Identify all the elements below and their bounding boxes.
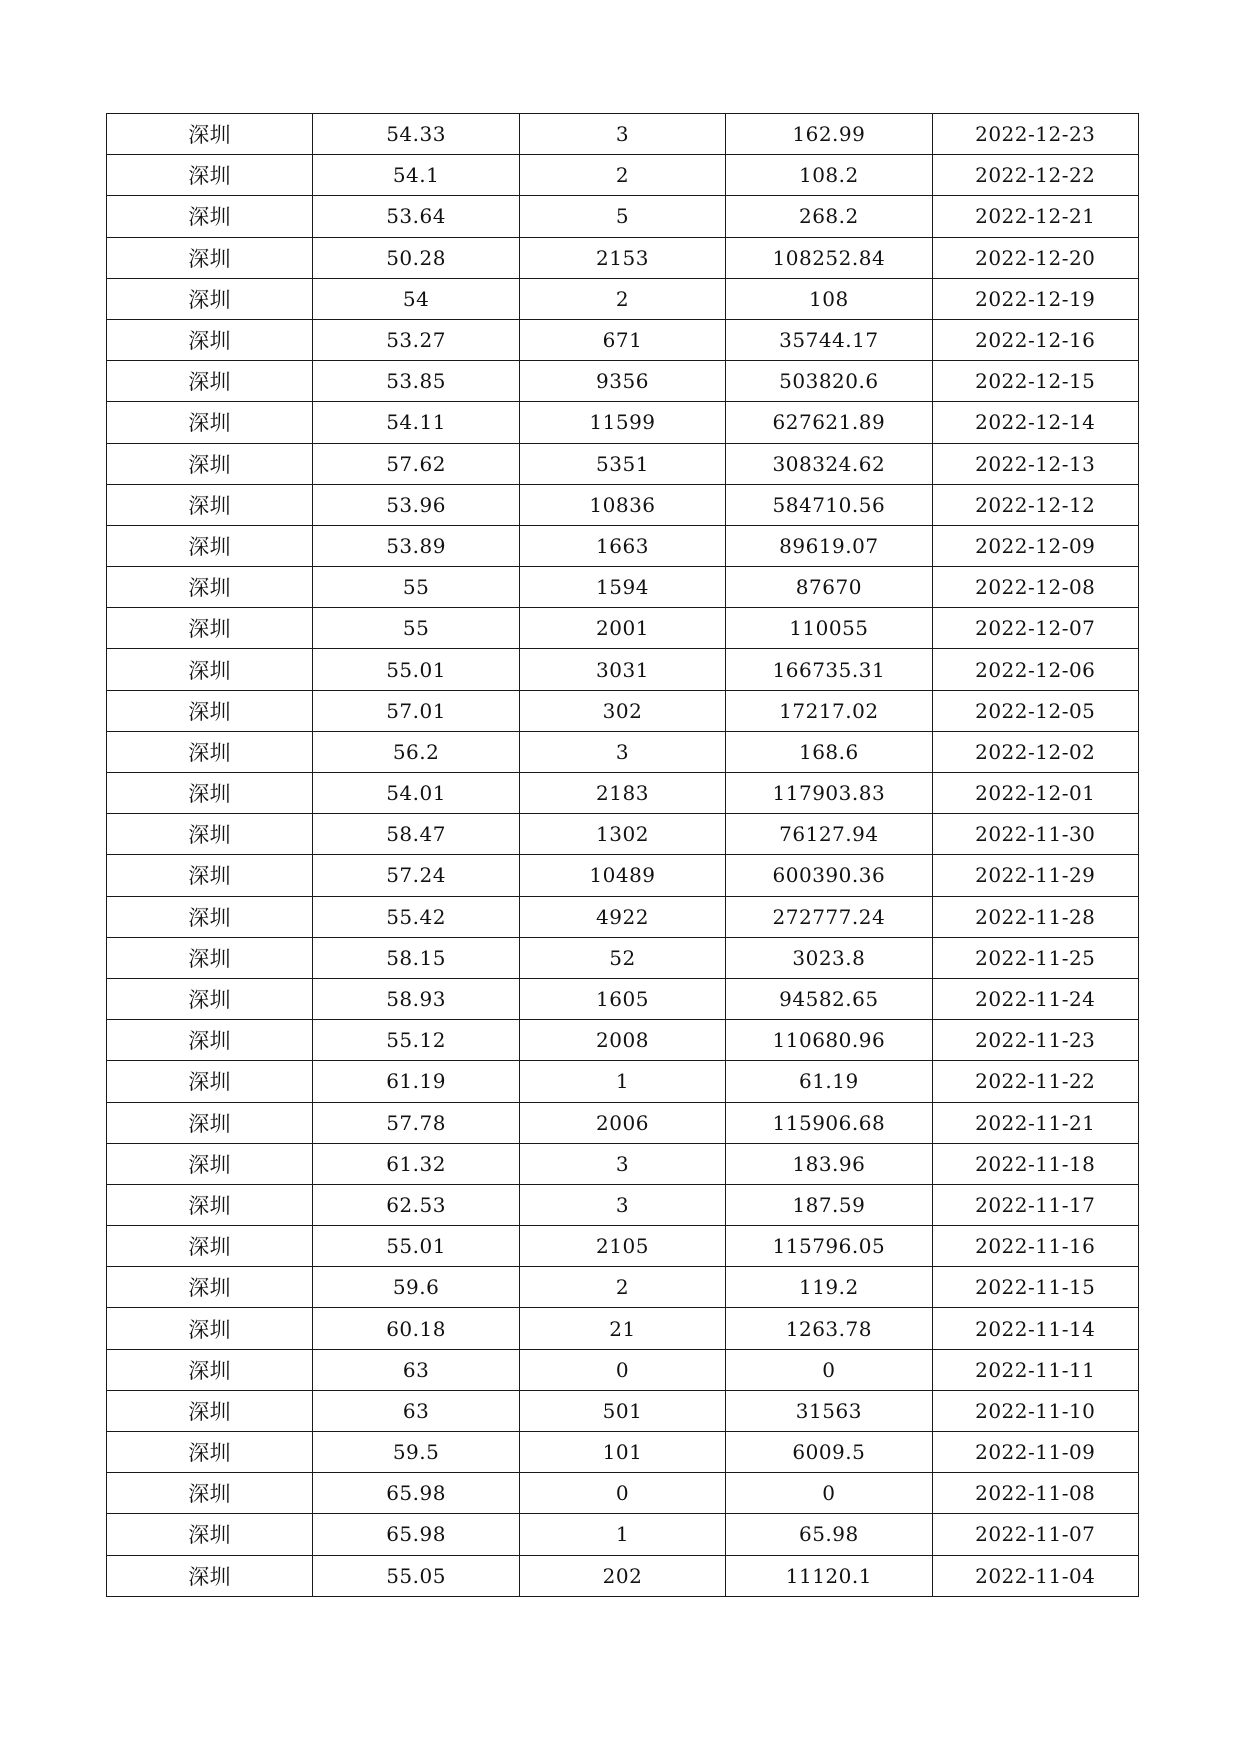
date-cell: 2022-11-29 xyxy=(932,855,1138,896)
amount-cell: 0 xyxy=(726,1349,932,1390)
volume-cell: 2008 xyxy=(519,1020,725,1061)
table-row xyxy=(107,155,1139,196)
city-cell: 深圳 xyxy=(107,1349,313,1390)
price-cell: 54.01 xyxy=(313,773,519,814)
volume-cell: 101 xyxy=(519,1432,725,1473)
date-cell: 2022-12-16 xyxy=(932,319,1138,360)
amount-cell: 108.2 xyxy=(726,155,932,196)
city-cell: 深圳 xyxy=(107,1308,313,1349)
price-cell: 61.19 xyxy=(313,1061,519,1102)
amount-cell: 35744.17 xyxy=(726,319,932,360)
amount-cell: 94582.65 xyxy=(726,978,932,1019)
date-cell: 2022-12-22 xyxy=(932,155,1138,196)
city-cell: 深圳 xyxy=(107,937,313,978)
date-cell: 2022-12-13 xyxy=(932,443,1138,484)
table-row xyxy=(107,814,1139,855)
date-cell: 2022-11-17 xyxy=(932,1184,1138,1225)
volume-cell: 10836 xyxy=(519,484,725,525)
amount-cell: 627621.89 xyxy=(726,402,932,443)
table-row xyxy=(107,1102,1139,1143)
amount-cell: 119.2 xyxy=(726,1267,932,1308)
volume-cell: 2006 xyxy=(519,1102,725,1143)
amount-cell: 272777.24 xyxy=(726,896,932,937)
volume-cell: 1302 xyxy=(519,814,725,855)
city-cell: 深圳 xyxy=(107,319,313,360)
city-cell: 深圳 xyxy=(107,402,313,443)
city-cell: 深圳 xyxy=(107,484,313,525)
city-cell: 深圳 xyxy=(107,1184,313,1225)
city-cell: 深圳 xyxy=(107,1514,313,1555)
price-cell: 60.18 xyxy=(313,1308,519,1349)
date-cell: 2022-12-07 xyxy=(932,608,1138,649)
date-cell: 2022-12-02 xyxy=(932,731,1138,772)
volume-cell: 501 xyxy=(519,1390,725,1431)
date-cell: 2022-11-16 xyxy=(932,1226,1138,1267)
amount-cell: 76127.94 xyxy=(726,814,932,855)
date-cell: 2022-12-21 xyxy=(932,196,1138,237)
volume-cell: 9356 xyxy=(519,361,725,402)
table-row xyxy=(107,1267,1139,1308)
date-cell: 2022-11-21 xyxy=(932,1102,1138,1143)
price-cell: 61.32 xyxy=(313,1143,519,1184)
volume-cell: 3031 xyxy=(519,649,725,690)
date-cell: 2022-12-09 xyxy=(932,525,1138,566)
city-cell: 深圳 xyxy=(107,155,313,196)
table-row xyxy=(107,649,1139,690)
volume-cell: 3 xyxy=(519,1184,725,1225)
price-cell: 57.78 xyxy=(313,1102,519,1143)
city-cell: 深圳 xyxy=(107,237,313,278)
table-row xyxy=(107,402,1139,443)
volume-cell: 10489 xyxy=(519,855,725,896)
volume-cell: 2183 xyxy=(519,773,725,814)
price-cell: 50.28 xyxy=(313,237,519,278)
price-cell: 65.98 xyxy=(313,1473,519,1514)
amount-cell: 0 xyxy=(726,1473,932,1514)
amount-cell: 308324.62 xyxy=(726,443,932,484)
date-cell: 2022-11-22 xyxy=(932,1061,1138,1102)
amount-cell: 11120.1 xyxy=(726,1555,932,1596)
price-cell: 57.01 xyxy=(313,690,519,731)
amount-cell: 168.6 xyxy=(726,731,932,772)
amount-cell: 115906.68 xyxy=(726,1102,932,1143)
table-row xyxy=(107,731,1139,772)
volume-cell: 1 xyxy=(519,1061,725,1102)
amount-cell: 3023.8 xyxy=(726,937,932,978)
table-row xyxy=(107,773,1139,814)
table-row xyxy=(107,278,1139,319)
table-row xyxy=(107,361,1139,402)
table-row xyxy=(107,1390,1139,1431)
volume-cell: 2 xyxy=(519,278,725,319)
table-body xyxy=(107,114,1139,1597)
city-cell: 深圳 xyxy=(107,196,313,237)
date-cell: 2022-12-19 xyxy=(932,278,1138,319)
volume-cell: 3 xyxy=(519,731,725,772)
volume-cell: 0 xyxy=(519,1473,725,1514)
city-cell: 深圳 xyxy=(107,1473,313,1514)
city-cell: 深圳 xyxy=(107,1555,313,1596)
city-cell: 深圳 xyxy=(107,1061,313,1102)
date-cell: 2022-12-05 xyxy=(932,690,1138,731)
date-cell: 2022-12-12 xyxy=(932,484,1138,525)
table-row xyxy=(107,1514,1139,1555)
city-cell: 深圳 xyxy=(107,361,313,402)
table-row xyxy=(107,443,1139,484)
price-cell: 58.47 xyxy=(313,814,519,855)
city-cell: 深圳 xyxy=(107,690,313,731)
table-row xyxy=(107,237,1139,278)
volume-cell: 1605 xyxy=(519,978,725,1019)
amount-cell: 17217.02 xyxy=(726,690,932,731)
date-cell: 2022-11-10 xyxy=(932,1390,1138,1431)
city-cell: 深圳 xyxy=(107,443,313,484)
volume-cell: 5 xyxy=(519,196,725,237)
price-cell: 59.5 xyxy=(313,1432,519,1473)
price-cell: 55.01 xyxy=(313,1226,519,1267)
price-cell: 62.53 xyxy=(313,1184,519,1225)
table-row xyxy=(107,196,1139,237)
city-cell: 深圳 xyxy=(107,855,313,896)
volume-cell: 5351 xyxy=(519,443,725,484)
volume-cell: 52 xyxy=(519,937,725,978)
price-cell: 58.15 xyxy=(313,937,519,978)
volume-cell: 3 xyxy=(519,1143,725,1184)
volume-cell: 2001 xyxy=(519,608,725,649)
table-row xyxy=(107,1020,1139,1061)
amount-cell: 117903.83 xyxy=(726,773,932,814)
volume-cell: 11599 xyxy=(519,402,725,443)
amount-cell: 110055 xyxy=(726,608,932,649)
price-cell: 55.12 xyxy=(313,1020,519,1061)
table-row xyxy=(107,978,1139,1019)
price-cell: 54 xyxy=(313,278,519,319)
amount-cell: 108 xyxy=(726,278,932,319)
table-row xyxy=(107,114,1139,155)
table-row xyxy=(107,319,1139,360)
date-cell: 2022-11-23 xyxy=(932,1020,1138,1061)
amount-cell: 31563 xyxy=(726,1390,932,1431)
date-cell: 2022-11-07 xyxy=(932,1514,1138,1555)
date-cell: 2022-11-08 xyxy=(932,1473,1138,1514)
price-cell: 53.85 xyxy=(313,361,519,402)
date-cell: 2022-12-14 xyxy=(932,402,1138,443)
table-row xyxy=(107,855,1139,896)
amount-cell: 65.98 xyxy=(726,1514,932,1555)
city-cell: 深圳 xyxy=(107,1267,313,1308)
volume-cell: 2153 xyxy=(519,237,725,278)
date-cell: 2022-11-18 xyxy=(932,1143,1138,1184)
table-row xyxy=(107,937,1139,978)
date-cell: 2022-12-15 xyxy=(932,361,1138,402)
trading-data-table xyxy=(106,113,1139,1597)
table-row xyxy=(107,1432,1139,1473)
date-cell: 2022-11-09 xyxy=(932,1432,1138,1473)
volume-cell: 202 xyxy=(519,1555,725,1596)
amount-cell: 268.2 xyxy=(726,196,932,237)
table-row xyxy=(107,1349,1139,1390)
amount-cell: 584710.56 xyxy=(726,484,932,525)
city-cell: 深圳 xyxy=(107,896,313,937)
amount-cell: 89619.07 xyxy=(726,525,932,566)
date-cell: 2022-12-23 xyxy=(932,114,1138,155)
volume-cell: 671 xyxy=(519,319,725,360)
amount-cell: 6009.5 xyxy=(726,1432,932,1473)
city-cell: 深圳 xyxy=(107,608,313,649)
city-cell: 深圳 xyxy=(107,1102,313,1143)
amount-cell: 115796.05 xyxy=(726,1226,932,1267)
table-row xyxy=(107,608,1139,649)
date-cell: 2022-12-06 xyxy=(932,649,1138,690)
city-cell: 深圳 xyxy=(107,814,313,855)
table-row xyxy=(107,896,1139,937)
city-cell: 深圳 xyxy=(107,649,313,690)
price-cell: 53.27 xyxy=(313,319,519,360)
date-cell: 2022-11-25 xyxy=(932,937,1138,978)
city-cell: 深圳 xyxy=(107,1390,313,1431)
amount-cell: 162.99 xyxy=(726,114,932,155)
volume-cell: 2 xyxy=(519,1267,725,1308)
date-cell: 2022-11-11 xyxy=(932,1349,1138,1390)
price-cell: 55.05 xyxy=(313,1555,519,1596)
amount-cell: 110680.96 xyxy=(726,1020,932,1061)
price-cell: 59.6 xyxy=(313,1267,519,1308)
table-row xyxy=(107,1555,1139,1596)
city-cell: 深圳 xyxy=(107,1143,313,1184)
date-cell: 2022-12-20 xyxy=(932,237,1138,278)
date-cell: 2022-12-08 xyxy=(932,567,1138,608)
price-cell: 53.89 xyxy=(313,525,519,566)
city-cell: 深圳 xyxy=(107,1020,313,1061)
volume-cell: 1663 xyxy=(519,525,725,566)
city-cell: 深圳 xyxy=(107,1226,313,1267)
amount-cell: 108252.84 xyxy=(726,237,932,278)
city-cell: 深圳 xyxy=(107,278,313,319)
price-cell: 57.24 xyxy=(313,855,519,896)
volume-cell: 1 xyxy=(519,1514,725,1555)
city-cell: 深圳 xyxy=(107,525,313,566)
city-cell: 深圳 xyxy=(107,731,313,772)
table-row xyxy=(107,1061,1139,1102)
table-row xyxy=(107,525,1139,566)
table-row xyxy=(107,1226,1139,1267)
price-cell: 54.33 xyxy=(313,114,519,155)
price-cell: 55 xyxy=(313,567,519,608)
date-cell: 2022-11-30 xyxy=(932,814,1138,855)
date-cell: 2022-12-01 xyxy=(932,773,1138,814)
volume-cell: 0 xyxy=(519,1349,725,1390)
date-cell: 2022-11-24 xyxy=(932,978,1138,1019)
date-cell: 2022-11-15 xyxy=(932,1267,1138,1308)
volume-cell: 302 xyxy=(519,690,725,731)
price-cell: 54.1 xyxy=(313,155,519,196)
price-cell: 56.2 xyxy=(313,731,519,772)
price-cell: 55 xyxy=(313,608,519,649)
city-cell: 深圳 xyxy=(107,1432,313,1473)
volume-cell: 2 xyxy=(519,155,725,196)
amount-cell: 183.96 xyxy=(726,1143,932,1184)
price-cell: 55.42 xyxy=(313,896,519,937)
price-cell: 63 xyxy=(313,1390,519,1431)
price-cell: 54.11 xyxy=(313,402,519,443)
table-row xyxy=(107,1184,1139,1225)
price-cell: 63 xyxy=(313,1349,519,1390)
price-cell: 57.62 xyxy=(313,443,519,484)
table-row xyxy=(107,690,1139,731)
city-cell: 深圳 xyxy=(107,773,313,814)
table-row xyxy=(107,1143,1139,1184)
price-cell: 53.64 xyxy=(313,196,519,237)
amount-cell: 166735.31 xyxy=(726,649,932,690)
table-row xyxy=(107,1473,1139,1514)
volume-cell: 4922 xyxy=(519,896,725,937)
date-cell: 2022-11-14 xyxy=(932,1308,1138,1349)
table-row xyxy=(107,484,1139,525)
city-cell: 深圳 xyxy=(107,567,313,608)
price-cell: 53.96 xyxy=(313,484,519,525)
amount-cell: 1263.78 xyxy=(726,1308,932,1349)
date-cell: 2022-11-28 xyxy=(932,896,1138,937)
table-row xyxy=(107,1308,1139,1349)
amount-cell: 503820.6 xyxy=(726,361,932,402)
amount-cell: 187.59 xyxy=(726,1184,932,1225)
amount-cell: 600390.36 xyxy=(726,855,932,896)
volume-cell: 1594 xyxy=(519,567,725,608)
price-cell: 65.98 xyxy=(313,1514,519,1555)
amount-cell: 61.19 xyxy=(726,1061,932,1102)
volume-cell: 2105 xyxy=(519,1226,725,1267)
volume-cell: 3 xyxy=(519,114,725,155)
table-row xyxy=(107,567,1139,608)
date-cell: 2022-11-04 xyxy=(932,1555,1138,1596)
amount-cell: 87670 xyxy=(726,567,932,608)
price-cell: 55.01 xyxy=(313,649,519,690)
price-cell: 58.93 xyxy=(313,978,519,1019)
city-cell: 深圳 xyxy=(107,114,313,155)
city-cell: 深圳 xyxy=(107,978,313,1019)
volume-cell: 21 xyxy=(519,1308,725,1349)
